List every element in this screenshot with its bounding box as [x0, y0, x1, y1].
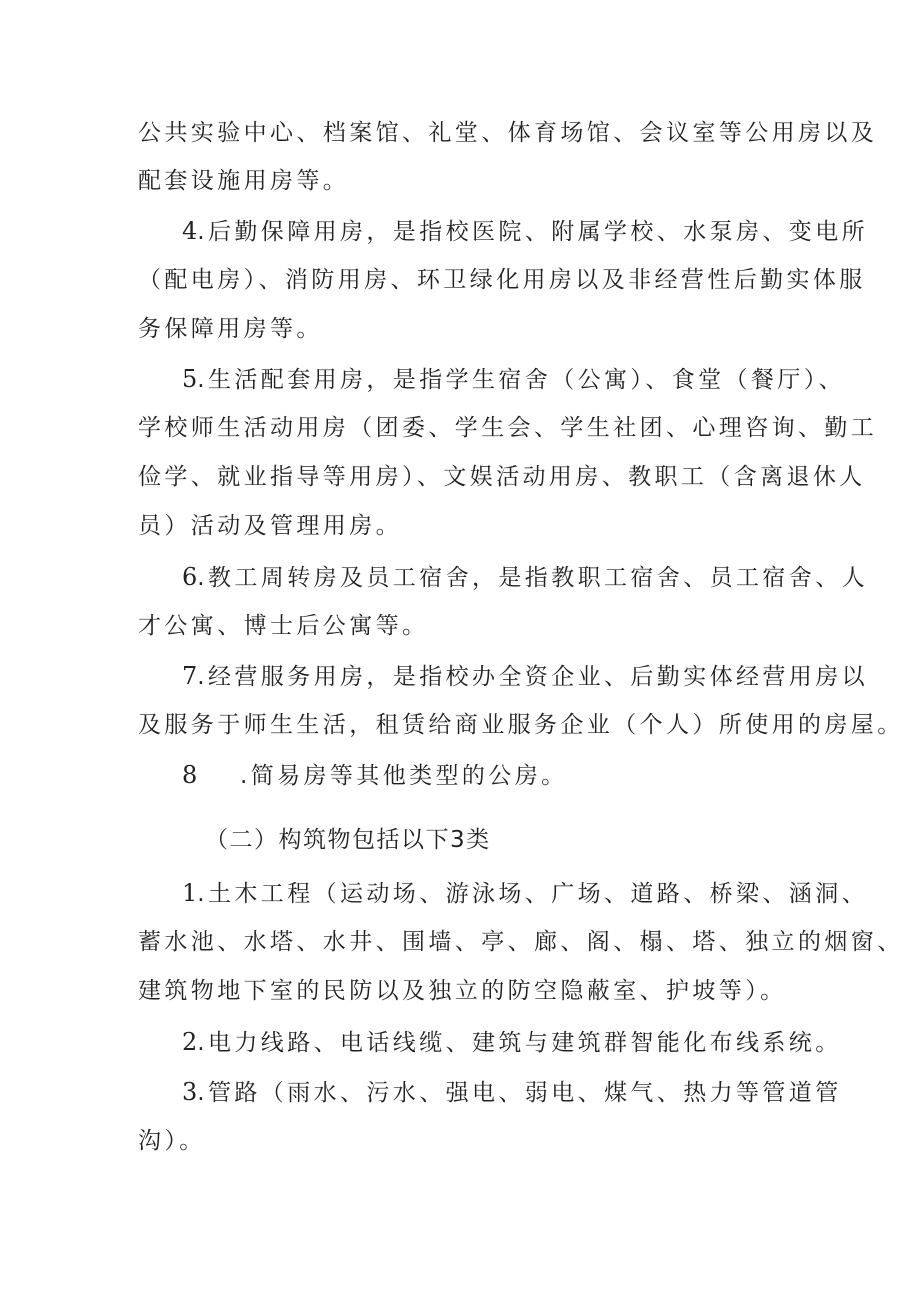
- item-text: .电力线路、电话线缆、建筑与建筑群智能化布线系统。: [197, 1030, 842, 1056]
- list-item-first-line: [182, 760, 568, 791]
- text-line: 配套设施用房等。: [138, 168, 350, 194]
- item-number: 4: [182, 217, 198, 245]
- list-item-first-line: [182, 1027, 842, 1058]
- item-text: .教工周转房及员工宿舍，是指教职工宿舍、员工宿舍、人: [197, 565, 868, 591]
- item-number: 6: [182, 563, 198, 591]
- item-text: .生活配套用房，是指学生宿舍（公寓）、食堂（餐厅）、: [197, 367, 845, 393]
- list-item-first-line: [182, 562, 868, 593]
- item-text: .管路（雨水、污水、强电、弱电、煤气、热力等管道管: [197, 1080, 842, 1106]
- item-number: 3: [182, 1078, 198, 1106]
- item-text: .简易房等其他类型的公房。: [240, 763, 568, 789]
- section-heading: （二）构筑物包括以下3类: [205, 827, 491, 853]
- item-text: .后勤保障用房，是指校医院、附属学校、水泵房、变电所: [197, 219, 868, 245]
- item-number: 8: [182, 761, 198, 789]
- list-item-first-line: [182, 661, 868, 692]
- list-item-first-line: [182, 878, 868, 909]
- text-line: 学校师生活动用房（团委、学生会、学生社团、心理咨询、勤工: [138, 415, 878, 441]
- item-number: 2: [182, 1028, 198, 1056]
- text-line: 建筑物地下室的民防以及独立的防空隐蔽室、护坡等）。: [138, 978, 787, 1004]
- text-line: 公共实验中心、档案馆、礼堂、体育场馆、会议室等公用房以及: [138, 120, 878, 146]
- text-line: 务保障用房等。: [138, 316, 323, 342]
- text-line: 员）活动及管理用房。: [138, 513, 402, 539]
- list-item-first-line: [182, 1077, 842, 1108]
- text-line: 俭学、就业指导等用房）、文娱活动用房、教职工（含离退休人: [138, 464, 866, 490]
- list-item-first-line: [182, 364, 845, 395]
- text-line: 及服务于师生生活，租赁给商业服务企业（个人）所使用的房屋。: [138, 712, 904, 738]
- text-line: 才公寓、博士后公寓等。: [138, 613, 429, 639]
- item-number: 5: [182, 365, 198, 393]
- item-number: 7: [182, 662, 198, 690]
- item-number: 1: [182, 879, 198, 907]
- text-line: 蓄水池、水塔、水井、围墙、亭、廊、阁、榻、塔、独立的烟窗、: [138, 929, 904, 955]
- item-text: .土木工程（运动场、游泳场、广场、道路、桥梁、涵洞、: [197, 881, 868, 907]
- text-line: 沟）。: [138, 1128, 206, 1154]
- list-item-first-line: [182, 216, 868, 247]
- text-line: （配电房）、消防用房、环卫绿化用房以及非经营性后勤实体服: [138, 267, 866, 293]
- item-text: .经营服务用房，是指校办全资企业、后勤实体经营用房以: [197, 664, 868, 690]
